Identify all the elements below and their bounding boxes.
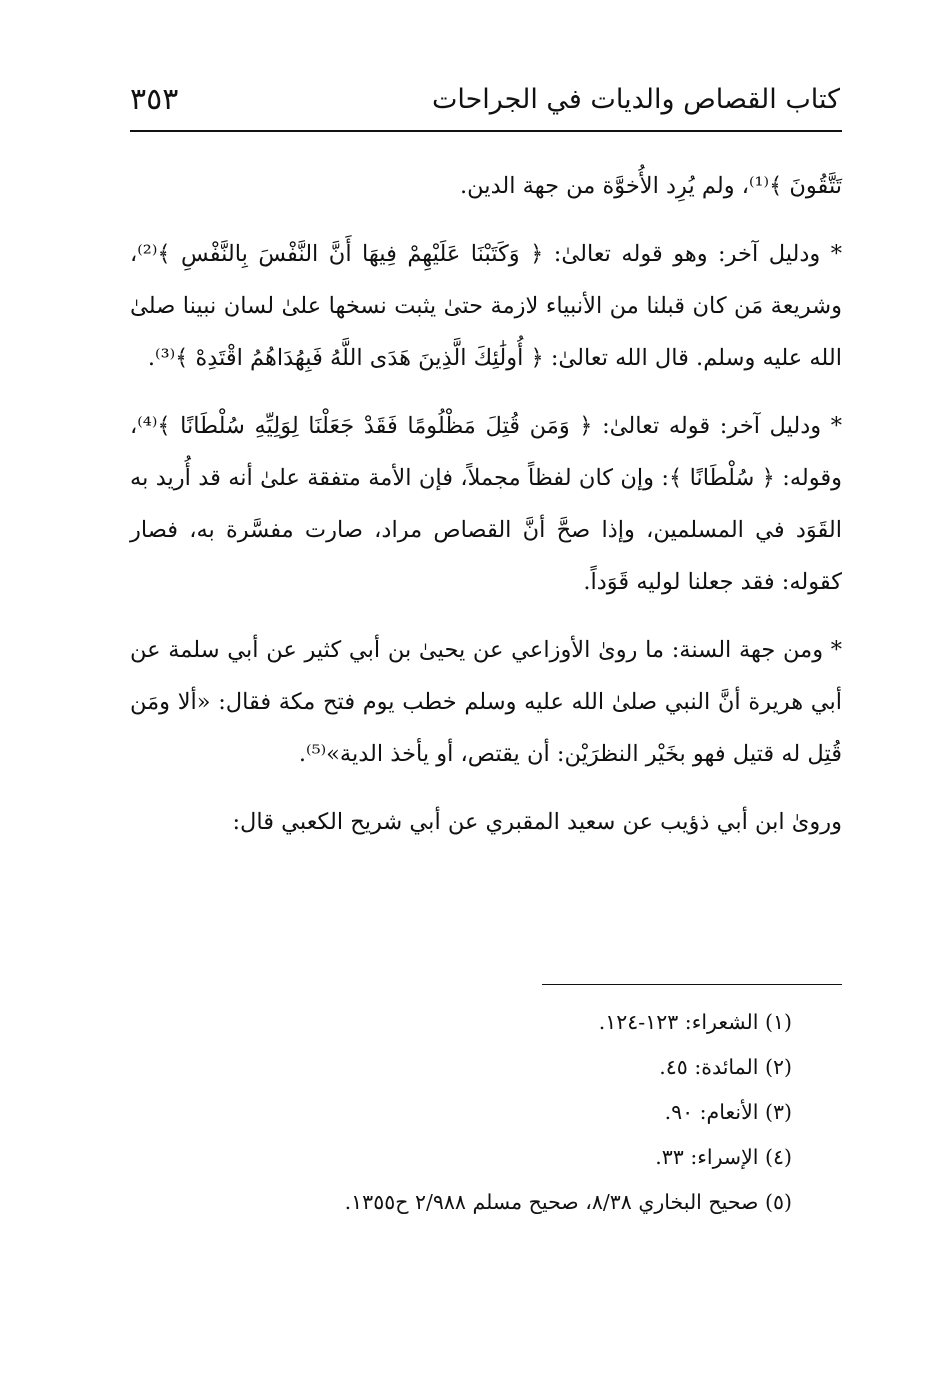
footnotes xyxy=(130,1000,792,1225)
footnote-2: (٢) المائدة: ٤٥. xyxy=(659,1055,792,1079)
footnote-5: (٥) صحيح البخاري ٨/٣٨، صحيح مسلم ٢/٩٨٨ ح١٣٥٥. xyxy=(344,1190,792,1214)
footnote-4: (٤) الإسراء: ٣٣. xyxy=(655,1145,792,1169)
page-header xyxy=(130,84,842,128)
paragraph-4: * ومن جهة السنة: ما روىٰ الأوزاعي عن يحيىٰ بن أبي كثير عن أبي سلمة عن أبي هريرة أنَّ النبي صلىٰ الله عليه وسلم خطب يوم فتح مكة فقال: «ألا ومَن قُتِل له قتيل فهو بخَيْر النظرَيْن: أن يقتص، أو يأخذ الدية»⁽⁵⁾. xyxy=(130,637,842,767)
paragraph-5: وروىٰ ابن أبي ذؤيب عن سعيد المقبري عن أبي شريح الكعبي قال: xyxy=(232,809,842,835)
main-text xyxy=(130,160,842,864)
footnote-separator xyxy=(542,984,842,985)
paragraph-2: * ودليل آخر: وهو قوله تعالىٰ: ﴿ وَكَتَبْنَا عَلَيْهِمْ فِيهَا أَنَّ النَّفْسَ بِالنَّفْسِ ﴾⁽²⁾، وشريعة مَن كان قبلنا من الأنبياء لازمة حتىٰ يثبت نسخها علىٰ لسان نبينا صلىٰ الله عليه وسلم. قال الله تعالىٰ: ﴿ أُولَٰئِكَ الَّذِينَ هَدَى اللَّهُ فَبِهُدَاهُمُ اقْتَدِهْ ﴾⁽³⁾. xyxy=(130,241,842,371)
footnote-3: (٣) الأنعام: ٩٠. xyxy=(664,1100,792,1124)
footnote-1: (١) الشعراء: ١٢٣-١٢٤. xyxy=(598,1010,792,1034)
paragraph-1: تَتَّقُونَ ﴾⁽¹⁾، ولم يُرِد الأُخوَّة من جهة الدين. xyxy=(460,173,842,199)
header-rule xyxy=(130,130,842,132)
paragraph-3: * ودليل آخر: قوله تعالىٰ: ﴿ وَمَن قُتِلَ مَظْلُومًا فَقَدْ جَعَلْنَا لِوَلِيِّهِ سُلْطَانًا ﴾⁽⁴⁾، وقوله: ﴿ سُلْطَانًا ﴾: وإن كان لفظاً مجملاً، فإن الأمة متفقة علىٰ أنه قد أُريد به القَوَد في المسلمين، وإذا صحَّ أنَّ القصاص مراد، صارت مفسَّرة به، فصار كقوله: فقد جعلنا لوليه قَوَداً. xyxy=(130,413,842,595)
page-number: ٣٥٣ xyxy=(130,82,179,117)
book-page xyxy=(130,0,842,1381)
running-title: كتاب القصاص والديات في الجراحات xyxy=(431,84,840,115)
